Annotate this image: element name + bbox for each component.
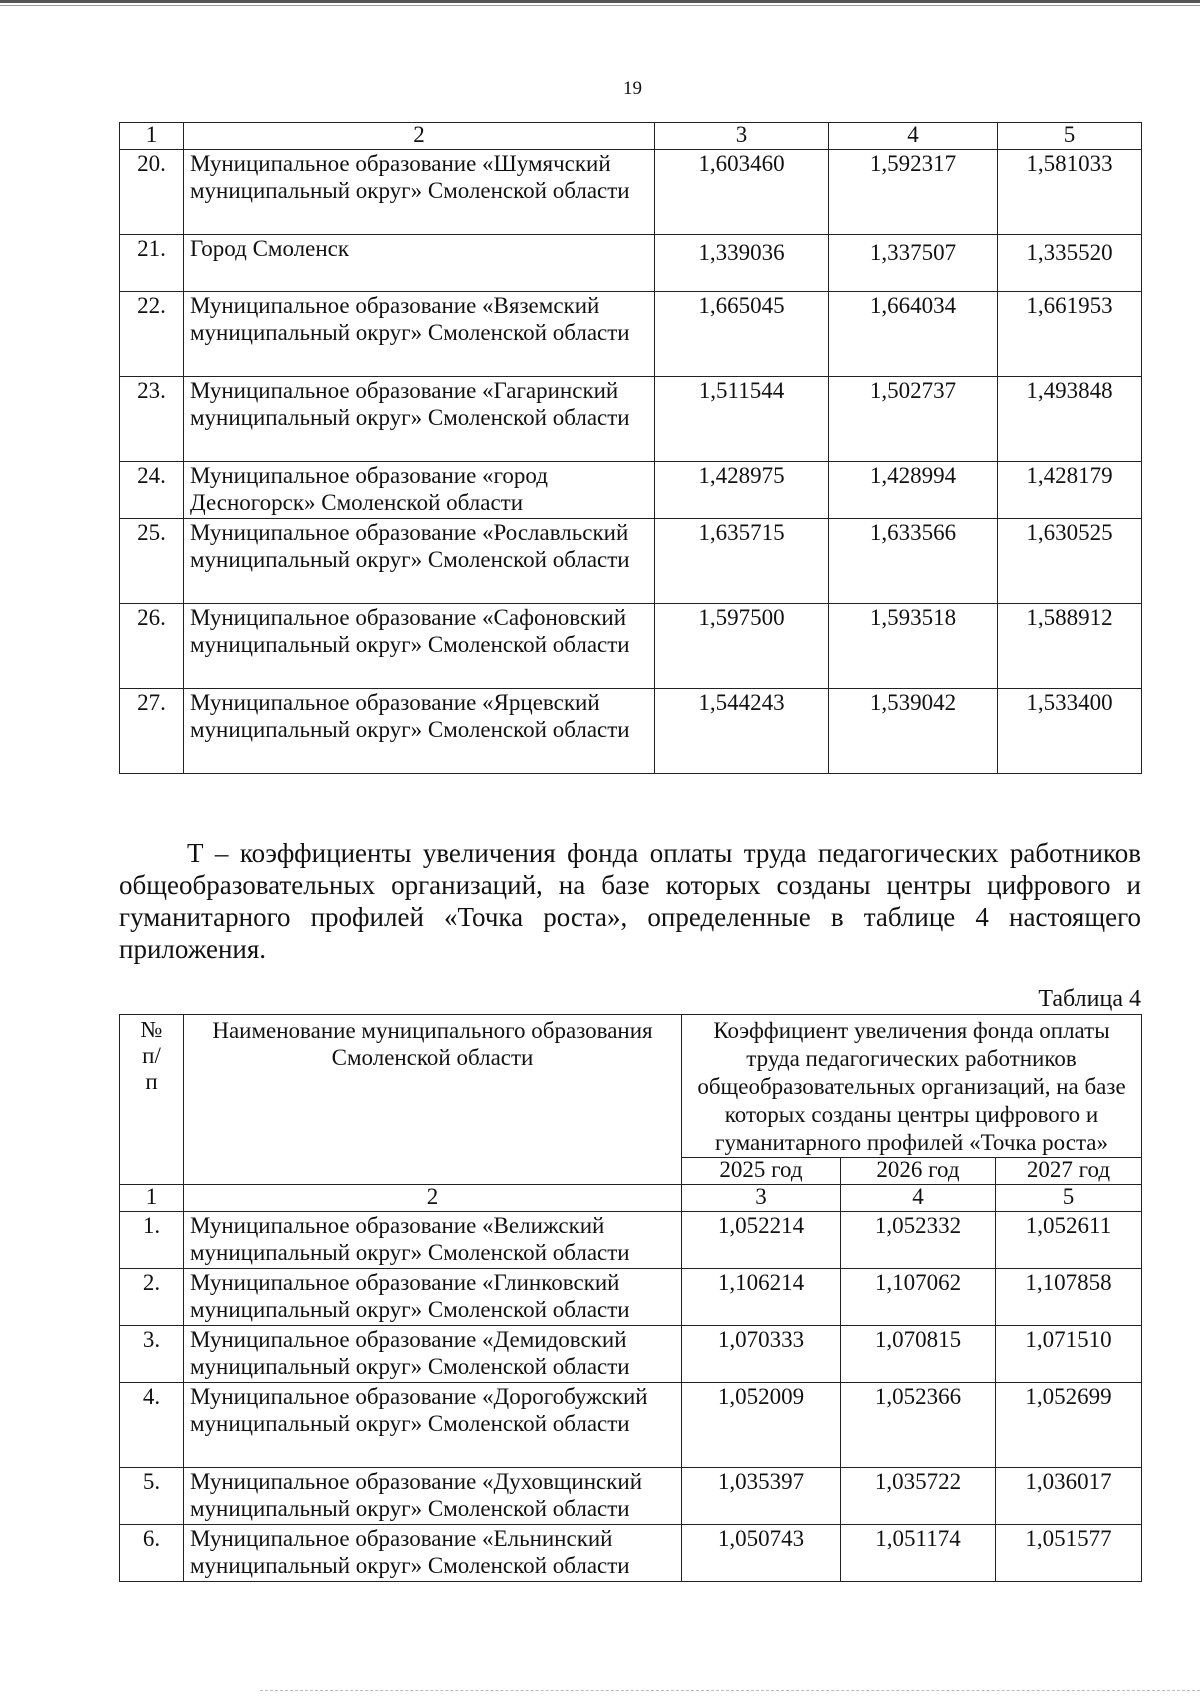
column-index-4: 4 bbox=[829, 123, 998, 150]
value-col4: 1,633566 bbox=[829, 519, 998, 604]
value-col3: 1,544243 bbox=[655, 689, 829, 774]
value-2025: 1,052009 bbox=[682, 1383, 841, 1468]
municipality-name: Муниципальное образование «Вяземский муниципальный округ» Смоленской области bbox=[184, 292, 655, 377]
coefficients-table-continued bbox=[119, 122, 1142, 774]
municipality-name: Муниципальное образование «Шумячский муниципальный округ» Смоленской области bbox=[184, 150, 655, 235]
value-2026: 1,107062 bbox=[841, 1269, 996, 1326]
row-number: 2. bbox=[120, 1269, 184, 1326]
value-2026: 1,051174 bbox=[841, 1525, 996, 1582]
value-2026: 1,070815 bbox=[841, 1326, 996, 1383]
value-col4: 1,502737 bbox=[829, 377, 998, 462]
value-col3: 1,597500 bbox=[655, 604, 829, 689]
column-index-5: 5 bbox=[998, 123, 1142, 150]
municipality-name: Муниципальное образование «Дорогобужский муниципальный округ» Смоленской области bbox=[184, 1383, 682, 1468]
body-paragraph: Т – коэффициенты увеличения фонда оплаты труда педагогических работников общеобразовательных организаций, на базе которых созданы центры цифрового и гуманитарного профилей «Точка роста», определенные в таблице 4 настоящего приложения. bbox=[119, 838, 1141, 964]
row-number: 27. bbox=[120, 689, 184, 774]
row-number: 26. bbox=[120, 604, 184, 689]
municipality-name: Муниципальное образование «Гагаринский муниципальный округ» Смоленской области bbox=[184, 377, 655, 462]
value-col4: 1,539042 bbox=[829, 689, 998, 774]
row-number: 6. bbox=[120, 1525, 184, 1582]
table-row bbox=[120, 462, 1142, 519]
row-number: 25. bbox=[120, 519, 184, 604]
value-col4: 1,592317 bbox=[829, 150, 998, 235]
table-row bbox=[120, 150, 1142, 235]
column-index-1: 1 bbox=[120, 1185, 184, 1212]
column-index-1: 1 bbox=[120, 123, 184, 150]
column-index-2: 2 bbox=[184, 1185, 682, 1212]
value-col4: 1,664034 bbox=[829, 292, 998, 377]
column-header-coefficient: Коэффициент увеличения фонда оплаты труда педагогических работников общеобразовательных организаций, на базе которых созданы центры цифрового и гуманитарного профилей «Точка роста» bbox=[682, 1015, 1142, 1158]
value-2027: 1,052699 bbox=[996, 1383, 1142, 1468]
column-index-4: 4 bbox=[841, 1185, 996, 1212]
row-number: 3. bbox=[120, 1326, 184, 1383]
municipality-name: Муниципальное образование «Ярцевский муниципальный округ» Смоленской области bbox=[184, 689, 655, 774]
value-2025: 1,070333 bbox=[682, 1326, 841, 1383]
table-row bbox=[120, 235, 1142, 292]
row-number: 20. bbox=[120, 150, 184, 235]
table-row bbox=[120, 604, 1142, 689]
table-header-row bbox=[120, 123, 1142, 150]
column-index-row bbox=[120, 1185, 1142, 1212]
value-col4: 1,428994 bbox=[829, 462, 998, 519]
column-index-3: 3 bbox=[655, 123, 829, 150]
table-row bbox=[120, 1468, 1142, 1525]
value-2025: 1,050743 bbox=[682, 1525, 841, 1582]
table-header-row bbox=[120, 1015, 1142, 1158]
value-2025: 1,035397 bbox=[682, 1468, 841, 1525]
municipality-name: Муниципальное образование «Демидовский муниципальный округ» Смоленской области bbox=[184, 1326, 682, 1383]
column-header-name: Наименование муниципального образования Смоленской области bbox=[184, 1015, 682, 1185]
year-2025-header: 2025 год bbox=[682, 1158, 841, 1185]
municipality-name: Муниципальное образование «Рославльский муниципальный округ» Смоленской области bbox=[184, 519, 655, 604]
value-2027: 1,036017 bbox=[996, 1468, 1142, 1525]
value-col5: 1,335520 bbox=[998, 235, 1142, 292]
value-col5: 1,588912 bbox=[998, 604, 1142, 689]
municipality-name: Муниципальное образование «Глинковский муниципальный округ» Смоленской области bbox=[184, 1269, 682, 1326]
table-row bbox=[120, 1326, 1142, 1383]
value-col3: 1,428975 bbox=[655, 462, 829, 519]
top-border-rule-thin bbox=[0, 5, 1200, 6]
row-number: 23. bbox=[120, 377, 184, 462]
table-row bbox=[120, 519, 1142, 604]
value-2027: 1,107858 bbox=[996, 1269, 1142, 1326]
value-col3: 1,635715 bbox=[655, 519, 829, 604]
value-col5: 1,630525 bbox=[998, 519, 1142, 604]
value-col5: 1,533400 bbox=[998, 689, 1142, 774]
column-index-5: 5 bbox=[996, 1185, 1142, 1212]
column-header-number: № п/п bbox=[120, 1015, 184, 1185]
year-2026-header: 2026 год bbox=[841, 1158, 996, 1185]
table-row bbox=[120, 1269, 1142, 1326]
value-2026: 1,035722 bbox=[841, 1468, 996, 1525]
value-col5: 1,428179 bbox=[998, 462, 1142, 519]
table-row bbox=[120, 1525, 1142, 1582]
value-2026: 1,052332 bbox=[841, 1212, 996, 1269]
table-row bbox=[120, 1212, 1142, 1269]
value-2025: 1,052214 bbox=[682, 1212, 841, 1269]
table-row bbox=[120, 689, 1142, 774]
value-2027: 1,071510 bbox=[996, 1326, 1142, 1383]
row-number: 4. bbox=[120, 1383, 184, 1468]
page-number: 19 bbox=[623, 78, 642, 99]
table-row bbox=[120, 292, 1142, 377]
municipality-name: Муниципальное образование «город Десногорск» Смоленской области bbox=[184, 462, 655, 519]
row-number: 22. bbox=[120, 292, 184, 377]
municipality-name: Муниципальное образование «Духовщинский муниципальный округ» Смоленской области bbox=[184, 1468, 682, 1525]
table-row bbox=[120, 377, 1142, 462]
value-col5: 1,661953 bbox=[998, 292, 1142, 377]
row-number: 1. bbox=[120, 1212, 184, 1269]
value-col3: 1,603460 bbox=[655, 150, 829, 235]
municipality-name: Город Смоленск bbox=[184, 235, 655, 292]
row-number: 24. bbox=[120, 462, 184, 519]
table-caption: Таблица 4 bbox=[1038, 986, 1141, 1012]
value-col5: 1,581033 bbox=[998, 150, 1142, 235]
value-col4: 1,593518 bbox=[829, 604, 998, 689]
top-border-rule bbox=[0, 0, 1200, 3]
year-2027-header: 2027 год bbox=[996, 1158, 1142, 1185]
municipality-name: Муниципальное образование «Ельнинский муниципальный округ» Смоленской области bbox=[184, 1525, 682, 1582]
value-col4: 1,337507 bbox=[829, 235, 998, 292]
coefficients-table-4 bbox=[119, 1014, 1142, 1582]
municipality-name: Муниципальное образование «Сафоновский муниципальный округ» Смоленской области bbox=[184, 604, 655, 689]
municipality-name: Муниципальное образование «Велижский муниципальный округ» Смоленской области bbox=[184, 1212, 682, 1269]
scan-artifact-line bbox=[260, 1690, 1200, 1693]
value-col3: 1,511544 bbox=[655, 377, 829, 462]
row-number: 5. bbox=[120, 1468, 184, 1525]
value-2026: 1,052366 bbox=[841, 1383, 996, 1468]
value-2027: 1,051577 bbox=[996, 1525, 1142, 1582]
value-col3: 1,665045 bbox=[655, 292, 829, 377]
value-col5: 1,493848 bbox=[998, 377, 1142, 462]
table-row bbox=[120, 1383, 1142, 1468]
column-index-2: 2 bbox=[184, 123, 655, 150]
value-2027: 1,052611 bbox=[996, 1212, 1142, 1269]
value-col3: 1,339036 bbox=[655, 235, 829, 292]
column-index-3: 3 bbox=[682, 1185, 841, 1212]
row-number: 21. bbox=[120, 235, 184, 292]
value-2025: 1,106214 bbox=[682, 1269, 841, 1326]
